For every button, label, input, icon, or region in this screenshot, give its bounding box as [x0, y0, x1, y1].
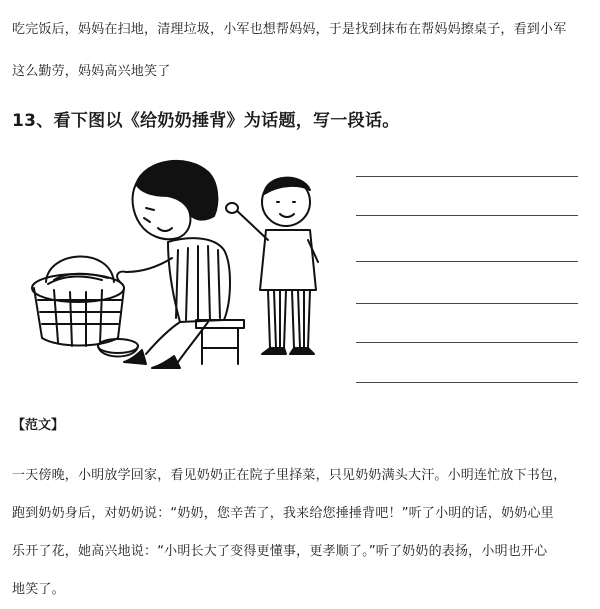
illustration-svg — [18, 150, 346, 382]
answer-line-5 — [356, 342, 578, 343]
grandma-back-rub-illustration — [18, 150, 346, 382]
child-legs — [268, 290, 286, 348]
answer-line-1 — [356, 176, 578, 177]
grandma-legs — [146, 322, 180, 354]
essay-line-1: 一天傍晚，小明放学回家，看见奶奶正在院子里择菜，只见奶奶满头大汗。小明连忙放下书包， — [12, 468, 567, 483]
child-body — [260, 230, 316, 290]
model-essay-label: 【范文】 — [12, 418, 65, 433]
answer-line-3 — [356, 261, 578, 262]
essay-line-4: 地笑了。 — [12, 582, 65, 597]
essay-line-2: 跑到奶奶身后，对奶奶说：“奶奶，您辛苦了，我来给您捶捶背吧！”听了小明的话，奶奶心里 — [12, 506, 554, 521]
grandma-arm — [126, 258, 172, 272]
basket-body — [34, 288, 124, 346]
essay-line-3: 乐开了花，她高兴地说：“小明长大了变得更懂事，更孝顺了。”听了奶奶的表扬，小明也开心 — [12, 544, 548, 559]
grandma-hair — [136, 161, 217, 220]
question-title: 13、看下图以《给奶奶捶背》为话题，写一段话。 — [12, 111, 400, 131]
top-paragraph-line-1: 吃完饭后，妈妈在扫地，清理垃圾，小军也想帮妈妈，于是找到抹布在帮妈妈擦桌子，看到小军 — [12, 22, 567, 37]
answer-line-6 — [356, 382, 578, 383]
top-paragraph-line-2: 这么勤劳，妈妈高兴地笑了 — [12, 64, 171, 79]
bowl — [98, 339, 138, 353]
answer-line-4 — [356, 303, 578, 304]
answer-line-2 — [356, 215, 578, 216]
